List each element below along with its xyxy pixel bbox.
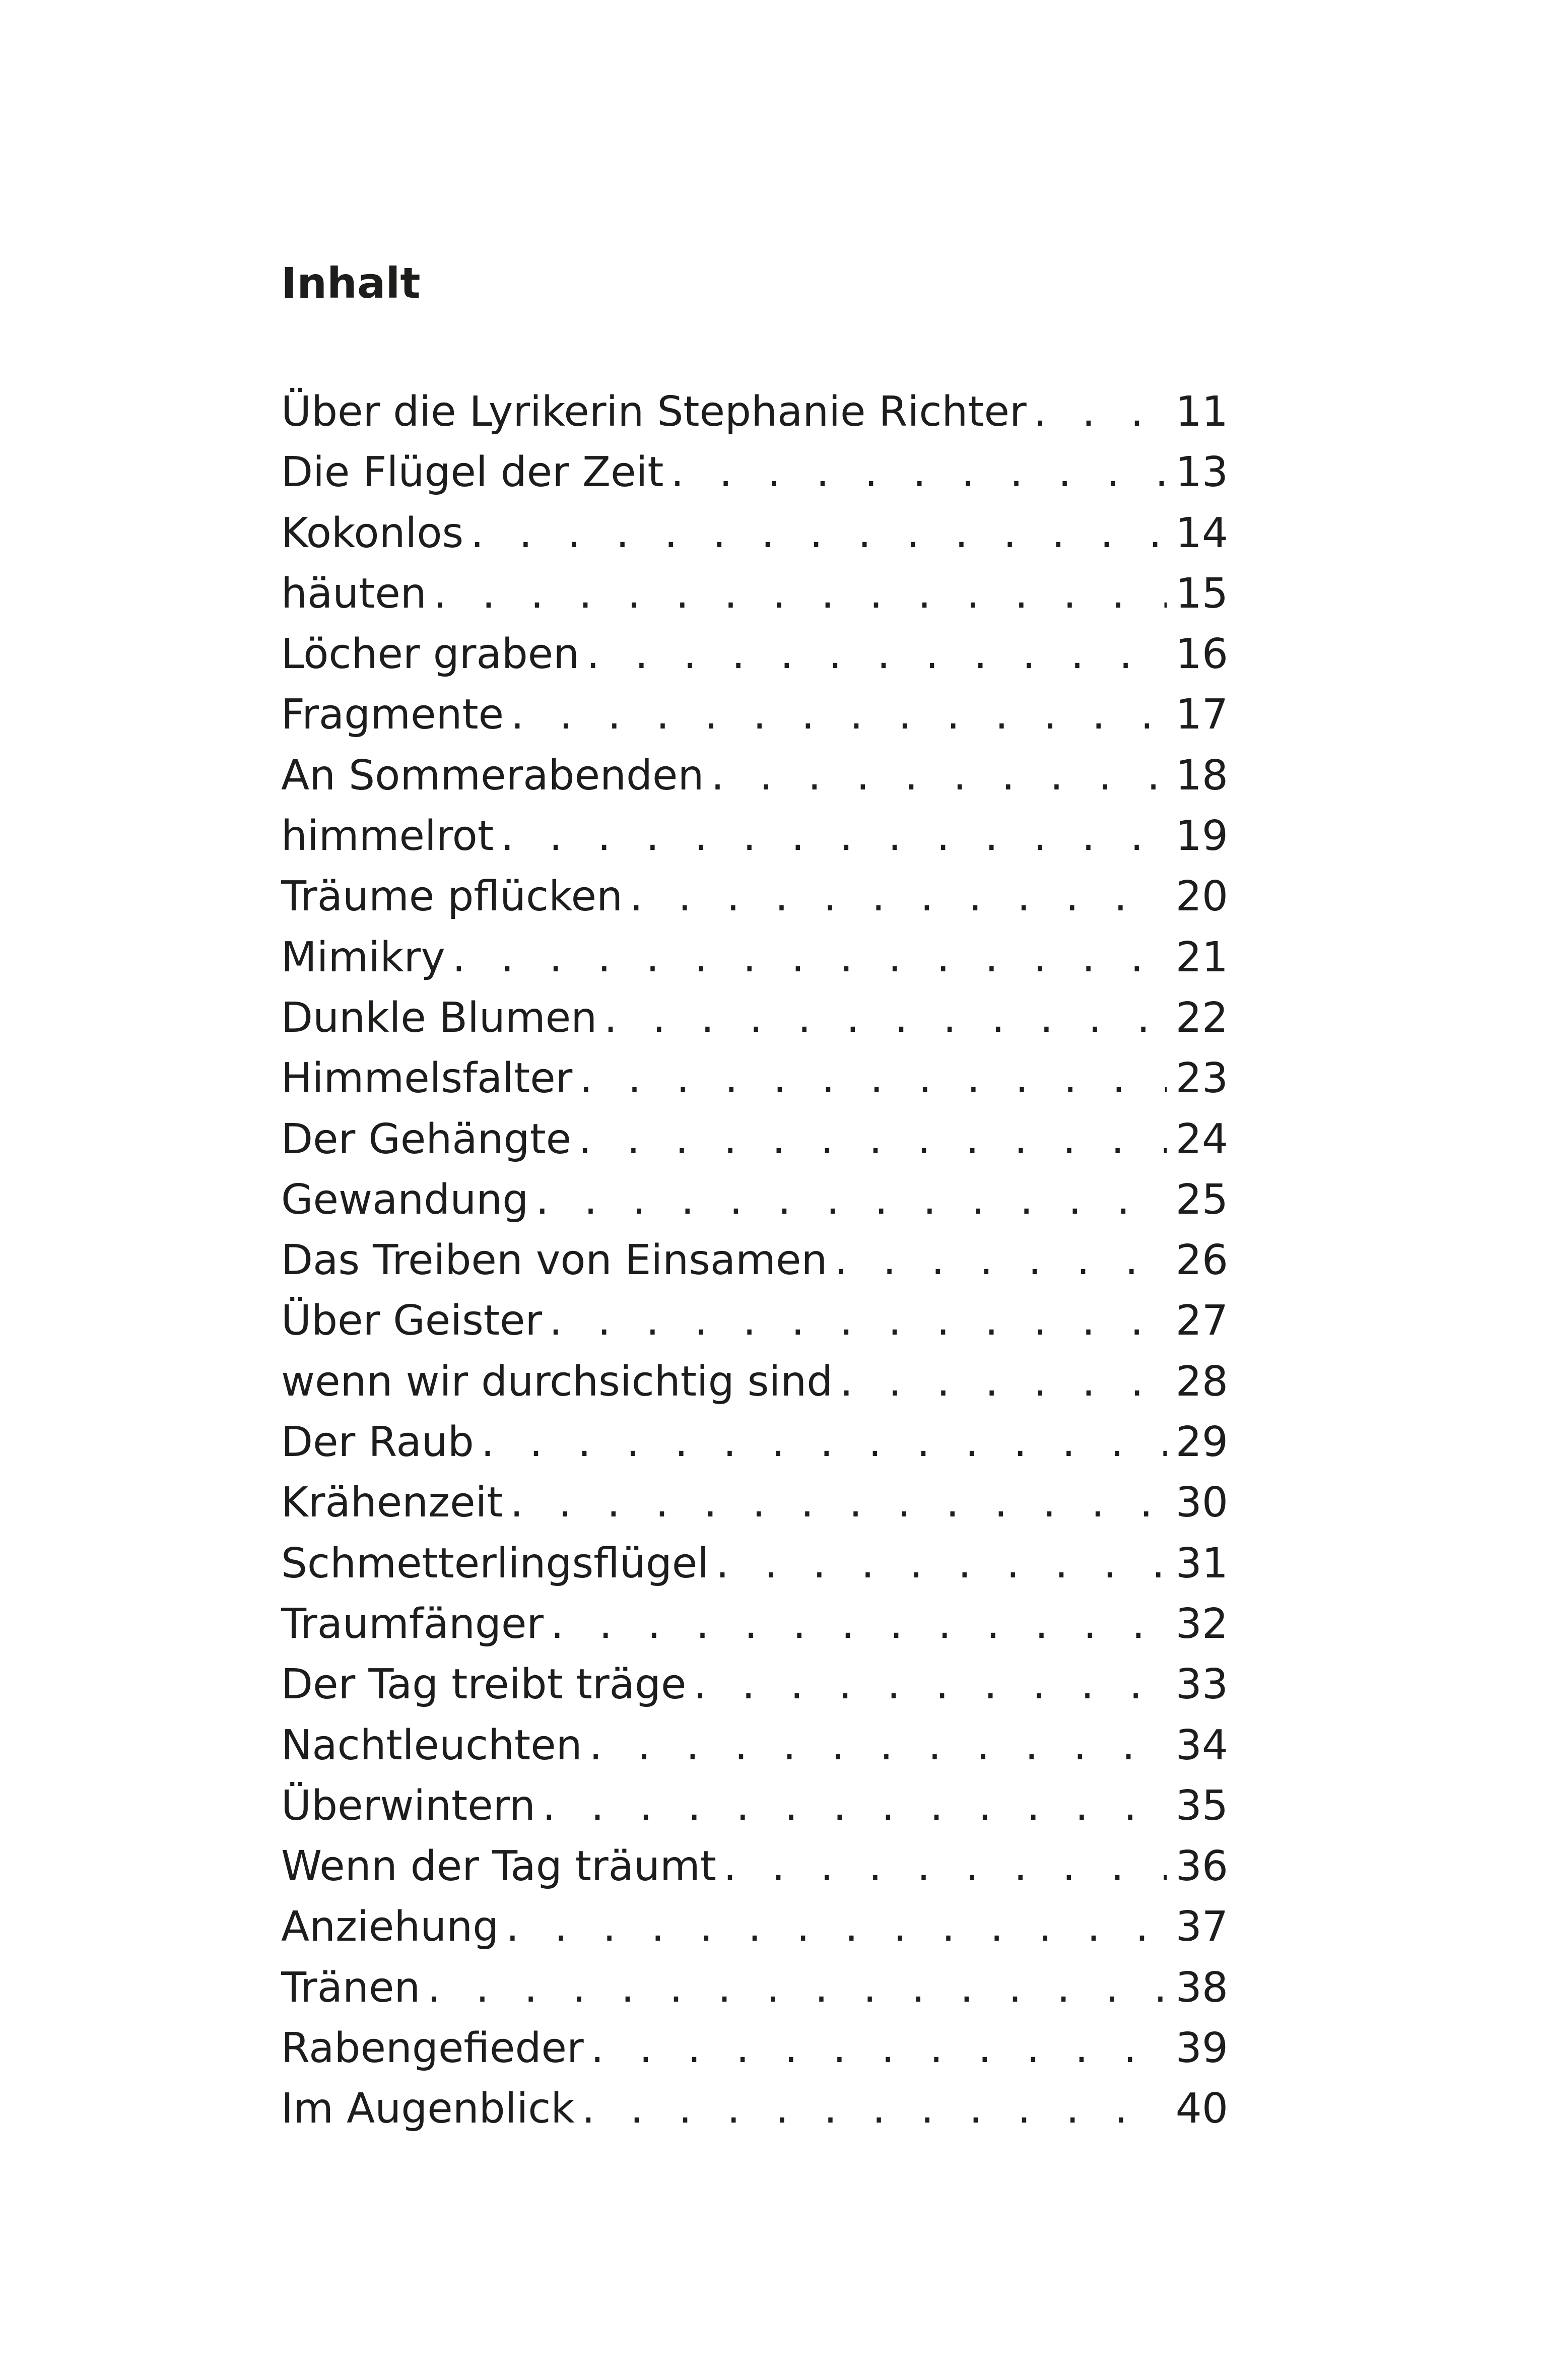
toc-dot-leader [693,1661,1167,1708]
toc-entry-page-number: 37 [1175,1903,1228,1951]
toc-entry [281,1782,1228,1842]
toc-entry-page-number: 20 [1175,873,1228,921]
toc-entry-page-number: 40 [1175,2085,1228,2133]
toc-dot-leader [510,1479,1167,1527]
toc-entry [281,2024,1228,2085]
toc-entry-title: Löcher graben [281,630,580,679]
toc-entry-title: Der Gehängte [281,1115,572,1163]
toc-entry [281,873,1228,933]
toc-entry [281,1176,1228,1236]
toc-entry [281,1297,1228,1357]
toc-list [281,388,1228,2146]
toc-dot-leader [470,509,1167,557]
toc-entry-page-number: 19 [1175,812,1228,861]
toc-entry [281,1115,1228,1176]
toc-dot-leader [716,1540,1167,1588]
toc-entry-title: Die Flügel der Zeit [281,448,664,497]
toc-entry-page-number: 36 [1175,1842,1228,1891]
toc-entry-page-number: 21 [1175,933,1228,981]
toc-entry-page-number: 33 [1175,1661,1228,1709]
toc-entry [281,1903,1228,1963]
toc-entry-title: Krähenzeit [281,1479,503,1527]
toc-entry-title: Das Treiben von Einsamen [281,1236,828,1285]
toc-entry [281,570,1228,630]
toc-entry [281,994,1228,1054]
toc-dot-leader [543,1782,1167,1830]
toc-entry [281,1600,1228,1661]
toc-dot-leader [671,448,1167,496]
toc-entry [281,1540,1228,1600]
toc-entry-page-number: 18 [1175,751,1228,800]
toc-entry-page-number: 28 [1175,1357,1228,1406]
toc-dot-leader [501,812,1167,860]
toc-dot-leader [434,570,1167,618]
toc-dot-leader [1034,388,1167,436]
toc-entry-title: Himmelsfalter [281,1054,573,1103]
toc-entry [281,1722,1228,1782]
toc-dot-leader [604,994,1167,1042]
toc-entry-page-number: 39 [1175,2024,1228,2073]
toc-entry-title: Nachtleuchten [281,1721,582,1769]
toc-dot-leader [586,630,1167,678]
toc-entry-title: häuten [281,569,427,618]
toc-entry-title: Wenn der Tag träumt [281,1842,717,1891]
toc-dot-leader [506,1903,1167,1951]
toc-entry-page-number: 14 [1175,509,1228,557]
toc-entry-title: himmelrot [281,812,494,861]
toc-entry-title: wenn wir durchsichtig sind [281,1357,833,1406]
toc-entry-title: Fragmente [281,691,504,739]
toc-entry-page-number: 24 [1175,1115,1228,1163]
toc-entry [281,509,1228,570]
toc-entry-title: Der Raub [281,1418,474,1467]
toc-dot-leader [589,1722,1167,1769]
toc-entry [281,1418,1228,1479]
toc-dot-leader [481,1418,1167,1466]
toc-entry-page-number: 25 [1175,1175,1228,1224]
toc-entry [281,691,1228,751]
toc-dot-leader [535,1176,1167,1224]
toc-entry-page-number: 17 [1175,691,1228,739]
toc-entry-title: Rabengefieder [281,2024,584,2073]
toc-dot-leader [549,1297,1167,1345]
toc-entry-title: Der Tag treibt träge [281,1661,687,1709]
toc-entry-page-number: 22 [1175,994,1228,1042]
toc-entry-title: Tränen [281,1963,421,2012]
toc-entry-page-number: 30 [1175,1479,1228,1527]
toc-entry-page-number: 32 [1175,1600,1228,1648]
toc-entry [281,1964,1228,2024]
toc-entry [281,630,1228,691]
toc-entry [281,448,1228,509]
toc-entry-title: Traumfänger [281,1600,544,1648]
toc-dot-leader [840,1358,1167,1406]
toc-entry-title: Über die Lyrikerin Stephanie Richter [281,388,1027,436]
toc-entry-page-number: 15 [1175,569,1228,618]
toc-entry [281,1842,1228,1903]
toc-entry-title: Mimikry [281,933,445,981]
toc-entry-title: Überwintern [281,1781,535,1830]
toc-dot-leader [579,1054,1167,1102]
toc-entry [281,934,1228,994]
toc-entry-title: Schmetterlingsflügel [281,1539,709,1588]
toc-dot-leader [711,752,1167,800]
toc-entry-page-number: 35 [1175,1781,1228,1830]
toc-dot-leader [723,1842,1167,1890]
toc-entry-page-number: 23 [1175,1054,1228,1103]
toc-entry-page-number: 11 [1175,388,1228,436]
toc-entry-page-number: 38 [1175,1963,1228,2012]
toc-entry-title: An Sommerabenden [281,751,704,800]
toc-dot-leader [578,1115,1167,1163]
toc-entry-title: Gewandung [281,1175,529,1224]
toc-entry-page-number: 26 [1175,1236,1228,1285]
toc-entry-title: Anziehung [281,1903,499,1951]
toc-entry-page-number: 29 [1175,1418,1228,1467]
toc-entry [281,812,1228,873]
toc-dot-leader [511,691,1167,739]
toc-entry-page-number: 13 [1175,448,1228,497]
toc-heading: Inhalt [281,258,421,308]
toc-dot-leader [427,1964,1167,2012]
toc-entry-title: Im Augenblick [281,2085,575,2133]
toc-entry [281,1054,1228,1115]
toc-entry-page-number: 16 [1175,630,1228,679]
toc-entry [281,1358,1228,1418]
toc-entry-page-number: 34 [1175,1721,1228,1769]
toc-dot-leader [452,934,1167,981]
toc-dot-leader [551,1600,1167,1648]
toc-dot-leader [630,873,1167,920]
toc-dot-leader [582,2085,1167,2133]
toc-entry [281,1479,1228,1539]
toc-dot-leader [591,2024,1167,2072]
toc-dot-leader [834,1236,1167,1284]
toc-entry [281,2085,1228,2145]
toc-entry-title: Dunkle Blumen [281,994,597,1042]
toc-entry [281,752,1228,812]
toc-entry-page-number: 27 [1175,1297,1228,1345]
toc-entry-title: Über Geister [281,1297,543,1345]
toc-entry [281,1661,1228,1721]
toc-entry-title: Kokonlos [281,509,464,557]
toc-entry-title: Träume pflücken [281,873,623,921]
toc-entry [281,388,1228,448]
toc-entry-page-number: 31 [1175,1539,1228,1588]
toc-entry [281,1236,1228,1297]
